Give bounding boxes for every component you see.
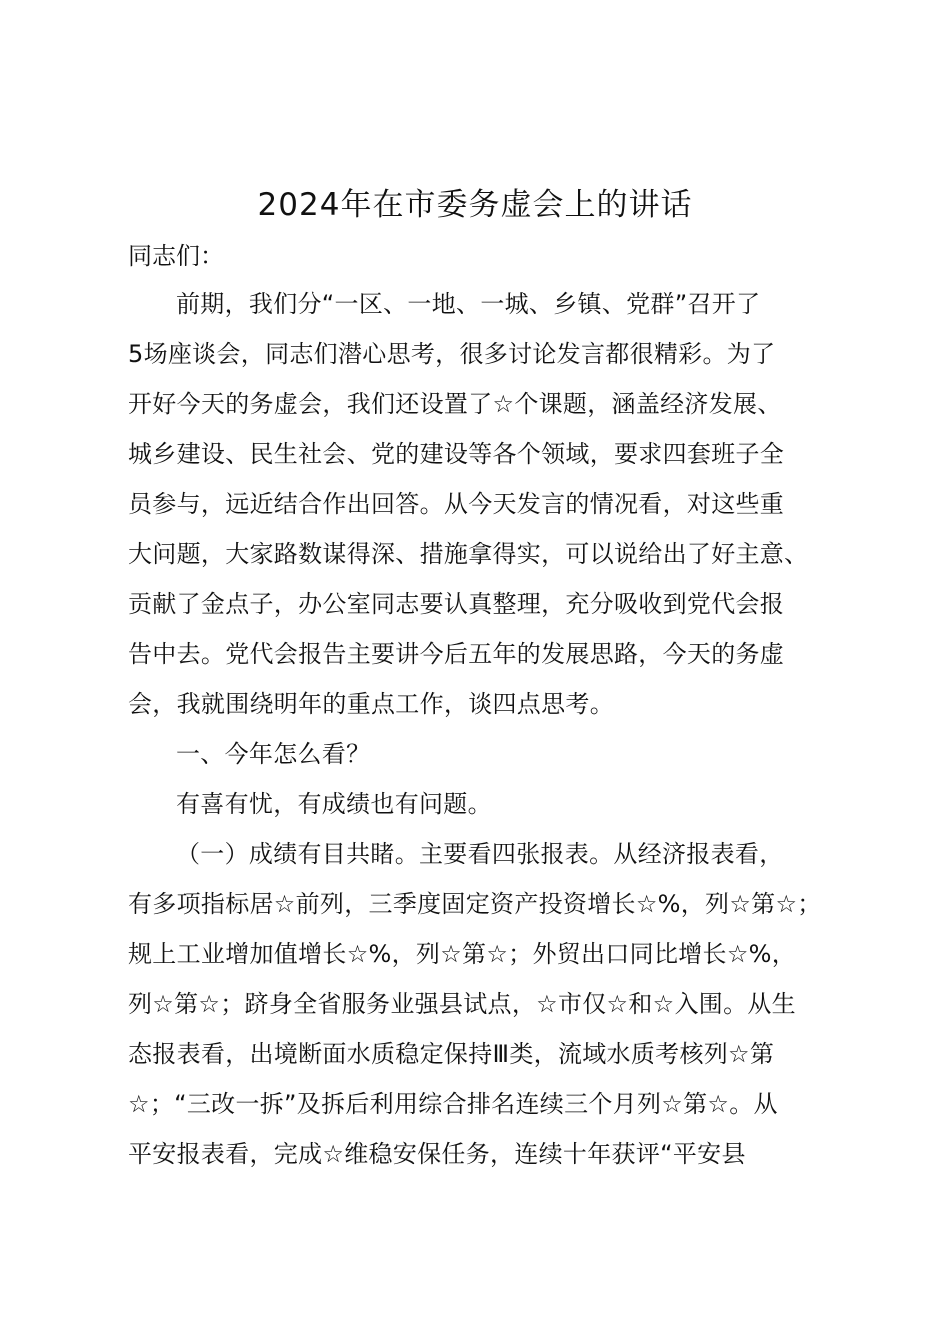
paragraph-line: 5场座谈会，同志们潜心思考，很多讨论发言都很精彩。为了 [128,340,776,368]
paragraph-line: 有多项指标居☆前列，三季度固定资产投资增长☆%，列☆第☆； [128,890,822,918]
paragraph-line: 城乡建设、民生社会、党的建设等各个领域，要求四套班子全 [128,440,785,468]
subsection-heading: （一）成绩有目共睹。主要看四张报表。从经济报表看， [176,840,784,868]
document-title: 2024年在市委务虚会上的讲话 [257,187,693,223]
paragraph-line: ☆；“三改一拆”及拆后利用综合排名连续三个月列☆第☆。从 [128,1090,778,1118]
paragraph-line: 列☆第☆；跻身全省服务业强县试点，☆市仅☆和☆入围。从生 [128,990,796,1018]
paragraph-line: 告中去。党代会报告主要讲今后五年的发展思路，今天的务虚 [128,640,785,668]
paragraph-line: 贡献了金点子，办公室同志要认真整理，充分吸收到党代会报 [128,590,785,618]
paragraph-line: 大问题，大家路数谋得深、措施拿得实，可以说给出了好主意、 [128,540,809,568]
paragraph-line: 开好今天的务虚会，我们还设置了☆个课题，涵盖经济发展、 [128,390,782,418]
paragraph-line: 员参与，远近结合作出回答。从今天发言的情况看，对这些重 [128,490,785,518]
paragraph-line: 规上工业增加值增长☆%，列☆第☆；外贸出口同比增长☆%， [128,940,797,968]
paragraph-line: 态报表看，出境断面水质稳定保持Ⅲ类，流域水质考核列☆第 [128,1040,775,1068]
salutation: 同志们： [128,242,224,270]
paragraph-line: 前期，我们分“一区、一地、一城、乡镇、党群”召开了 [176,290,761,318]
paragraph-line: 平安报表看，完成☆维稳安保任务，连续十年获评“平安县 [128,1140,746,1168]
document-body [128,279,863,1179]
paragraph-line: 会，我就围绕明年的重点工作，谈四点思考。 [128,690,614,718]
paragraph-line: 有喜有忧，有成绩也有问题。 [176,790,492,818]
section-heading: 一、今年怎么看？ [176,740,371,768]
